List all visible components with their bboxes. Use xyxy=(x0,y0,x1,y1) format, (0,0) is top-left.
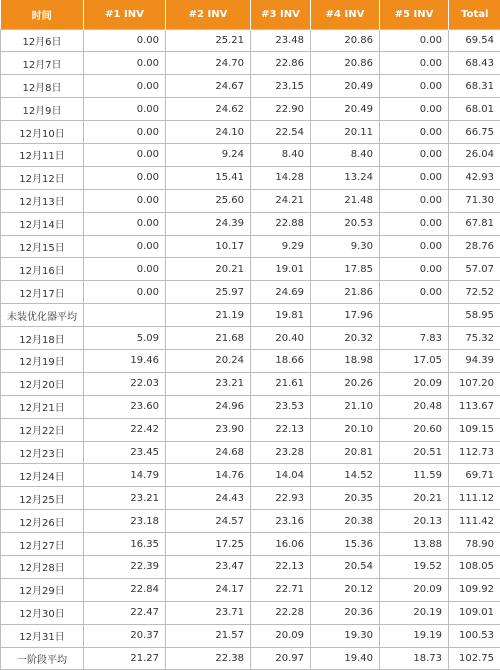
table-row xyxy=(1,258,500,281)
inv4-cell: 14.52 xyxy=(311,464,380,487)
inv5-cell: 0.00 xyxy=(380,166,449,189)
inv3-cell: 22.90 xyxy=(251,98,311,121)
inv5-cell: 0.00 xyxy=(380,75,449,98)
inv1-cell: 0.00 xyxy=(84,143,166,166)
date-cell: 12月25日 xyxy=(1,487,84,510)
inv4-cell: 21.86 xyxy=(311,281,380,304)
inv5-cell: 0.00 xyxy=(380,235,449,258)
inv3-cell: 20.09 xyxy=(251,624,311,647)
inv5-cell xyxy=(380,304,449,327)
inv2-cell: 23.47 xyxy=(166,555,251,578)
inv1-cell: 0.00 xyxy=(84,52,166,75)
inv2-cell: 17.25 xyxy=(166,533,251,556)
inv2-cell: 21.57 xyxy=(166,624,251,647)
inv2-cell: 24.10 xyxy=(166,121,251,144)
date-cell: 12月11日 xyxy=(1,143,84,166)
inv1-cell: 23.60 xyxy=(84,395,166,418)
inv4-cell: 13.24 xyxy=(311,166,380,189)
total-cell: 72.52 xyxy=(449,281,500,304)
total-cell: 102.75 xyxy=(449,647,500,670)
inv3-cell: 23.15 xyxy=(251,75,311,98)
inv3-cell: 24.69 xyxy=(251,281,311,304)
inv2-cell: 24.43 xyxy=(166,487,251,510)
inv5-cell: 20.09 xyxy=(380,578,449,601)
total-cell: 78.90 xyxy=(449,533,500,556)
total-cell: 94.39 xyxy=(449,349,500,372)
inv5-cell: 11.59 xyxy=(380,464,449,487)
inv4-cell: 20.10 xyxy=(311,418,380,441)
date-cell: 12月24日 xyxy=(1,464,84,487)
inv3-cell: 22.54 xyxy=(251,121,311,144)
inv2-cell: 24.57 xyxy=(166,510,251,533)
table-row xyxy=(1,372,500,395)
table-row xyxy=(1,75,500,98)
inv4-cell: 20.86 xyxy=(311,29,380,52)
table-row-average xyxy=(1,647,500,670)
date-cell: 12月17日 xyxy=(1,281,84,304)
table-row-average xyxy=(1,304,500,327)
inv1-cell: 0.00 xyxy=(84,212,166,235)
table-row xyxy=(1,395,500,418)
inv2-cell: 14.76 xyxy=(166,464,251,487)
inv3-cell: 20.97 xyxy=(251,647,311,670)
inv2-cell: 23.21 xyxy=(166,372,251,395)
inv5-cell: 0.00 xyxy=(380,212,449,235)
total-cell: 68.01 xyxy=(449,98,500,121)
inv4-cell: 21.48 xyxy=(311,189,380,212)
total-cell: 68.43 xyxy=(449,52,500,75)
inv2-cell: 25.97 xyxy=(166,281,251,304)
inv2-cell: 25.60 xyxy=(166,189,251,212)
table-row xyxy=(1,327,500,350)
inv3-cell: 23.53 xyxy=(251,395,311,418)
inv1-cell: 0.00 xyxy=(84,98,166,121)
table-row xyxy=(1,624,500,647)
total-cell: 109.15 xyxy=(449,418,500,441)
table-body xyxy=(1,29,500,670)
inv3-cell: 22.88 xyxy=(251,212,311,235)
inv5-cell: 0.00 xyxy=(380,143,449,166)
total-cell: 69.54 xyxy=(449,29,500,52)
inv4-cell: 20.32 xyxy=(311,327,380,350)
inv5-cell: 0.00 xyxy=(380,52,449,75)
inv4-cell: 17.85 xyxy=(311,258,380,281)
inv5-cell: 7.83 xyxy=(380,327,449,350)
inv3-cell: 19.01 xyxy=(251,258,311,281)
date-cell: 12月22日 xyxy=(1,418,84,441)
table-row xyxy=(1,510,500,533)
inv2-cell: 21.68 xyxy=(166,327,251,350)
inv3-cell: 21.61 xyxy=(251,372,311,395)
header-total: Total xyxy=(449,0,500,29)
inv4-cell: 20.35 xyxy=(311,487,380,510)
table-row xyxy=(1,52,500,75)
inv2-cell: 24.62 xyxy=(166,98,251,121)
inv3-cell: 14.04 xyxy=(251,464,311,487)
inv1-cell: 22.03 xyxy=(84,372,166,395)
table-row xyxy=(1,487,500,510)
inv2-cell: 24.70 xyxy=(166,52,251,75)
inv1-cell: 0.00 xyxy=(84,258,166,281)
inv5-cell: 0.00 xyxy=(380,189,449,212)
inv2-cell: 22.38 xyxy=(166,647,251,670)
inv2-cell: 10.17 xyxy=(166,235,251,258)
date-cell: 12月12日 xyxy=(1,166,84,189)
inv5-cell: 19.52 xyxy=(380,555,449,578)
inv1-cell: 0.00 xyxy=(84,75,166,98)
table-row xyxy=(1,29,500,52)
date-cell: 12月9日 xyxy=(1,98,84,121)
table-row xyxy=(1,121,500,144)
header-inv5: #5 INV xyxy=(380,0,449,29)
inv4-cell: 20.38 xyxy=(311,510,380,533)
table-row xyxy=(1,98,500,121)
date-cell: 12月30日 xyxy=(1,601,84,624)
date-cell: 12月15日 xyxy=(1,235,84,258)
table-row xyxy=(1,212,500,235)
date-cell: 未装优化器平均 xyxy=(1,304,84,327)
total-cell: 57.07 xyxy=(449,258,500,281)
inv1-cell: 0.00 xyxy=(84,166,166,189)
total-cell: 69.71 xyxy=(449,464,500,487)
date-cell: 12月20日 xyxy=(1,372,84,395)
inv4-cell: 21.10 xyxy=(311,395,380,418)
inv1-cell: 21.27 xyxy=(84,647,166,670)
total-cell: 112.73 xyxy=(449,441,500,464)
inv4-cell: 20.12 xyxy=(311,578,380,601)
date-cell: 12月6日 xyxy=(1,29,84,52)
header-inv2: #2 INV xyxy=(166,0,251,29)
date-cell: 12月28日 xyxy=(1,555,84,578)
inv2-cell: 24.96 xyxy=(166,395,251,418)
inv5-cell: 0.00 xyxy=(380,281,449,304)
table-row xyxy=(1,281,500,304)
inv4-cell: 20.53 xyxy=(311,212,380,235)
date-cell: 12月23日 xyxy=(1,441,84,464)
inv2-cell: 23.90 xyxy=(166,418,251,441)
date-cell: 12月29日 xyxy=(1,578,84,601)
inv2-cell: 9.24 xyxy=(166,143,251,166)
date-cell: 12月19日 xyxy=(1,349,84,372)
inv4-cell: 20.26 xyxy=(311,372,380,395)
inv1-cell: 23.45 xyxy=(84,441,166,464)
inv5-cell: 13.88 xyxy=(380,533,449,556)
inv3-cell: 16.06 xyxy=(251,533,311,556)
inv5-cell: 0.00 xyxy=(380,98,449,121)
inv4-cell: 19.40 xyxy=(311,647,380,670)
date-cell: 12月7日 xyxy=(1,52,84,75)
inv2-cell: 15.41 xyxy=(166,166,251,189)
inv1-cell: 22.84 xyxy=(84,578,166,601)
total-cell: 109.01 xyxy=(449,601,500,624)
date-cell: 12月18日 xyxy=(1,327,84,350)
total-cell: 67.81 xyxy=(449,212,500,235)
total-cell: 58.95 xyxy=(449,304,500,327)
inv5-cell: 20.09 xyxy=(380,372,449,395)
inv3-cell: 22.93 xyxy=(251,487,311,510)
inv5-cell: 20.13 xyxy=(380,510,449,533)
inv2-cell: 24.39 xyxy=(166,212,251,235)
table-row xyxy=(1,166,500,189)
inv5-cell: 17.05 xyxy=(380,349,449,372)
date-cell: 12月13日 xyxy=(1,189,84,212)
inv3-cell: 23.16 xyxy=(251,510,311,533)
inv5-cell: 20.19 xyxy=(380,601,449,624)
inv2-cell: 25.21 xyxy=(166,29,251,52)
date-cell: 12月8日 xyxy=(1,75,84,98)
total-cell: 66.75 xyxy=(449,121,500,144)
table-row xyxy=(1,464,500,487)
inv3-cell: 19.81 xyxy=(251,304,311,327)
inv1-cell: 0.00 xyxy=(84,121,166,144)
inv1-cell: 16.35 xyxy=(84,533,166,556)
table-row xyxy=(1,578,500,601)
inv3-cell: 23.28 xyxy=(251,441,311,464)
inv2-cell: 20.21 xyxy=(166,258,251,281)
inv3-cell: 22.86 xyxy=(251,52,311,75)
inv5-cell: 18.73 xyxy=(380,647,449,670)
date-cell: 12月21日 xyxy=(1,395,84,418)
inv3-cell: 20.40 xyxy=(251,327,311,350)
total-cell: 107.20 xyxy=(449,372,500,395)
date-cell: 12月14日 xyxy=(1,212,84,235)
inv1-cell xyxy=(84,304,166,327)
inv2-cell: 24.68 xyxy=(166,441,251,464)
inv4-cell: 19.30 xyxy=(311,624,380,647)
inv1-cell: 0.00 xyxy=(84,189,166,212)
total-cell: 109.92 xyxy=(449,578,500,601)
inv1-cell: 0.00 xyxy=(84,29,166,52)
inv3-cell: 22.71 xyxy=(251,578,311,601)
inv1-cell: 22.47 xyxy=(84,601,166,624)
table-row xyxy=(1,601,500,624)
inv5-cell: 0.00 xyxy=(380,258,449,281)
table-row xyxy=(1,441,500,464)
inv5-cell: 20.48 xyxy=(380,395,449,418)
inv3-cell: 24.21 xyxy=(251,189,311,212)
inv2-cell: 24.67 xyxy=(166,75,251,98)
inv1-cell: 14.79 xyxy=(84,464,166,487)
date-cell: 一阶段平均 xyxy=(1,647,84,670)
inv5-cell: 20.51 xyxy=(380,441,449,464)
inv4-cell: 9.30 xyxy=(311,235,380,258)
date-cell: 12月16日 xyxy=(1,258,84,281)
date-cell: 12月26日 xyxy=(1,510,84,533)
inv5-cell: 19.19 xyxy=(380,624,449,647)
inv4-cell: 17.96 xyxy=(311,304,380,327)
inv2-cell: 23.71 xyxy=(166,601,251,624)
inv3-cell: 23.48 xyxy=(251,29,311,52)
header-row xyxy=(1,0,500,29)
table-row xyxy=(1,418,500,441)
inv1-cell: 0.00 xyxy=(84,235,166,258)
inv4-cell: 18.98 xyxy=(311,349,380,372)
inv4-cell: 8.40 xyxy=(311,143,380,166)
total-cell: 100.53 xyxy=(449,624,500,647)
inv5-cell: 0.00 xyxy=(380,121,449,144)
table-header xyxy=(1,0,500,29)
inv1-cell: 23.21 xyxy=(84,487,166,510)
inv1-cell: 22.42 xyxy=(84,418,166,441)
inv5-cell: 20.21 xyxy=(380,487,449,510)
inv2-cell: 21.19 xyxy=(166,304,251,327)
inv1-cell: 19.46 xyxy=(84,349,166,372)
inv4-cell: 20.11 xyxy=(311,121,380,144)
total-cell: 111.42 xyxy=(449,510,500,533)
total-cell: 42.93 xyxy=(449,166,500,189)
inv4-cell: 20.36 xyxy=(311,601,380,624)
inv3-cell: 22.13 xyxy=(251,418,311,441)
inv4-cell: 20.54 xyxy=(311,555,380,578)
inv5-cell: 0.00 xyxy=(380,29,449,52)
total-cell: 108.05 xyxy=(449,555,500,578)
total-cell: 68.31 xyxy=(449,75,500,98)
inv3-cell: 18.66 xyxy=(251,349,311,372)
table-row xyxy=(1,555,500,578)
table-row xyxy=(1,533,500,556)
date-cell: 12月10日 xyxy=(1,121,84,144)
inv1-cell: 0.00 xyxy=(84,281,166,304)
table-row xyxy=(1,189,500,212)
inv4-cell: 20.81 xyxy=(311,441,380,464)
inv4-cell: 20.49 xyxy=(311,75,380,98)
date-cell: 12月27日 xyxy=(1,533,84,556)
inv2-cell: 20.24 xyxy=(166,349,251,372)
inv1-cell: 20.37 xyxy=(84,624,166,647)
header-inv3: #3 INV xyxy=(251,0,311,29)
header-time: 时间 xyxy=(1,0,84,29)
table-row xyxy=(1,349,500,372)
total-cell: 71.30 xyxy=(449,189,500,212)
inv4-cell: 20.86 xyxy=(311,52,380,75)
inv4-cell: 20.49 xyxy=(311,98,380,121)
total-cell: 111.12 xyxy=(449,487,500,510)
inv3-cell: 8.40 xyxy=(251,143,311,166)
table-row xyxy=(1,235,500,258)
inv5-cell: 20.60 xyxy=(380,418,449,441)
inv1-cell: 22.39 xyxy=(84,555,166,578)
date-cell: 12月31日 xyxy=(1,624,84,647)
inv3-cell: 14.28 xyxy=(251,166,311,189)
header-inv4: #4 INV xyxy=(311,0,380,29)
inv3-cell: 9.29 xyxy=(251,235,311,258)
inv1-cell: 5.09 xyxy=(84,327,166,350)
inv1-cell: 23.18 xyxy=(84,510,166,533)
inv4-cell: 15.36 xyxy=(311,533,380,556)
total-cell: 75.32 xyxy=(449,327,500,350)
total-cell: 26.04 xyxy=(449,143,500,166)
inv2-cell: 24.17 xyxy=(166,578,251,601)
total-cell: 113.67 xyxy=(449,395,500,418)
inv3-cell: 22.13 xyxy=(251,555,311,578)
table-row xyxy=(1,143,500,166)
total-cell: 28.76 xyxy=(449,235,500,258)
inv3-cell: 22.28 xyxy=(251,601,311,624)
header-inv1: #1 INV xyxy=(84,0,166,29)
